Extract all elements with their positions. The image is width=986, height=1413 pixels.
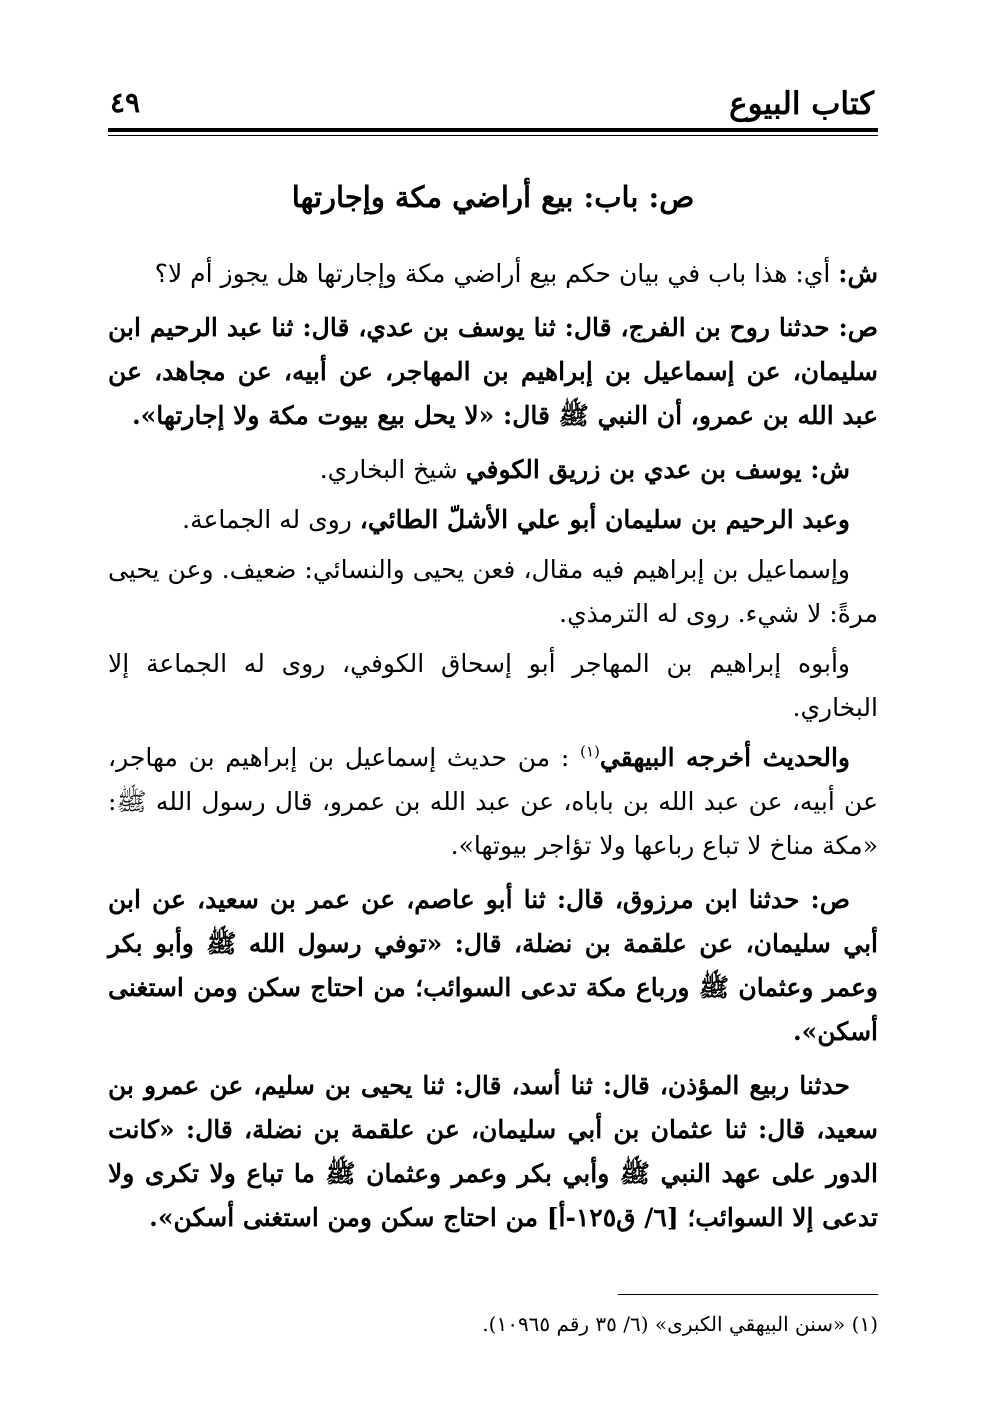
header-rule	[108, 128, 878, 132]
paragraph-7-lead: والحديث أخرجه البيهقي	[599, 743, 850, 772]
paragraph-1	[108, 252, 878, 296]
paragraph-7	[108, 736, 878, 868]
paragraph-3-text: شيخ البخاري.	[319, 455, 458, 484]
paragraph-7-text: : من حديث إسماعيل بن إبراهيم بن مهاجر، عن أبيه، عن عبد الله بن باباه، عن عبد الله بن عمرو، قال رسول الله ﷺ: «مكة مناخ لا تباع رباعها ولا تؤاجر بيوتها».	[108, 743, 878, 860]
footnote: (١) «سنن البيهقي الكبرى» (٦/ ٣٥ رقم ١٠٩٦٥).	[482, 1312, 878, 1336]
paragraph-8	[108, 878, 878, 1054]
paragraph-4	[108, 498, 878, 542]
paragraph-5-text: وإسماعيل بن إبراهيم فيه مقال، فعن يحيى والنسائي: ضعيف. وعن يحيى مرةً: لا شيء. روى له الترمذي.	[108, 555, 878, 628]
footnote-rule	[618, 1294, 878, 1295]
page-header	[108, 82, 878, 128]
footnote-ref-1[interactable]: (١)	[580, 742, 600, 761]
body-text	[108, 252, 878, 1250]
paragraph-4-lead: وعبد الرحيم بن سليمان أبو علي الأشلّ الطائي،	[359, 505, 850, 534]
paragraph-3-lead: ش: يوسف بن عدي بن زريق الكوفي	[465, 455, 850, 484]
paragraph-1-text: أي: هذا باب في بيان حكم بيع أراضي مكة وإجارتها هل يجوز أم لا؟	[154, 259, 831, 288]
paragraph-9-text: حدثنا ربيع المؤذن، قال: ثنا أسد، قال: ثنا يحيى بن سليم، عن عمرو بن سعيد، قال: ثنا عثمان بن أبي سليمان، عن علقمة بن نضلة، قال: «كانت الدور على عهد النبي ﷺ وأبي بكر وعمر وعثمان ﷺ ما تباع ولا تكرى ولا تدعى إلا السوائب؛ [٦/ ق١٢٥-أ] من احتاج سكن ومن استغنى أسكن».	[108, 1071, 878, 1232]
running-title: كتاب البيوع	[729, 86, 874, 122]
header-rule-thin	[108, 135, 878, 136]
paragraph-9	[108, 1064, 878, 1240]
chapter-heading: ص: باب: بيع أراضي مكة وإجارتها	[291, 180, 695, 214]
paragraph-8-text: حدثنا ابن مرزوق، قال: ثنا أبو عاصم، عن عمر بن سعيد، عن ابن أبي سليمان، عن علقمة بن نضلة، قال: «توفي رسول الله ﷺ وأبو بكر وعمر وعثمان ﷺ ورباع مكة تدعى السوائب؛ من احتاج سكن ومن استغنى أسكن».	[108, 885, 878, 1046]
paragraph-2	[108, 306, 878, 438]
paragraph-6	[108, 642, 878, 730]
page-number: ٤٩	[110, 86, 141, 119]
paragraph-2-lead: ص:	[838, 313, 878, 342]
paragraph-8-lead: ص:	[810, 885, 850, 914]
book-page	[108, 0, 878, 1413]
paragraph-5	[108, 548, 878, 636]
paragraph-2-text: حدثنا روح بن الفرج، قال: ثنا يوسف بن عدي، قال: ثنا عبد الرحيم ابن سليمان، عن إسماعيل بن إبراهيم بن المهاجر، عن أبيه، عن مجاهد، عن عبد الله بن عمرو، أن النبي ﷺ قال: «لا يحل بيع بيوت مكة ولا إجارتها».	[108, 313, 878, 430]
paragraph-3	[108, 448, 878, 492]
paragraph-1-lead: ش:	[838, 259, 878, 288]
paragraph-6-text: وأبوه إبراهيم بن المهاجر أبو إسحاق الكوفي، روى له الجماعة إلا البخاري.	[108, 649, 878, 722]
paragraph-4-text: روى له الجماعة.	[182, 505, 352, 534]
